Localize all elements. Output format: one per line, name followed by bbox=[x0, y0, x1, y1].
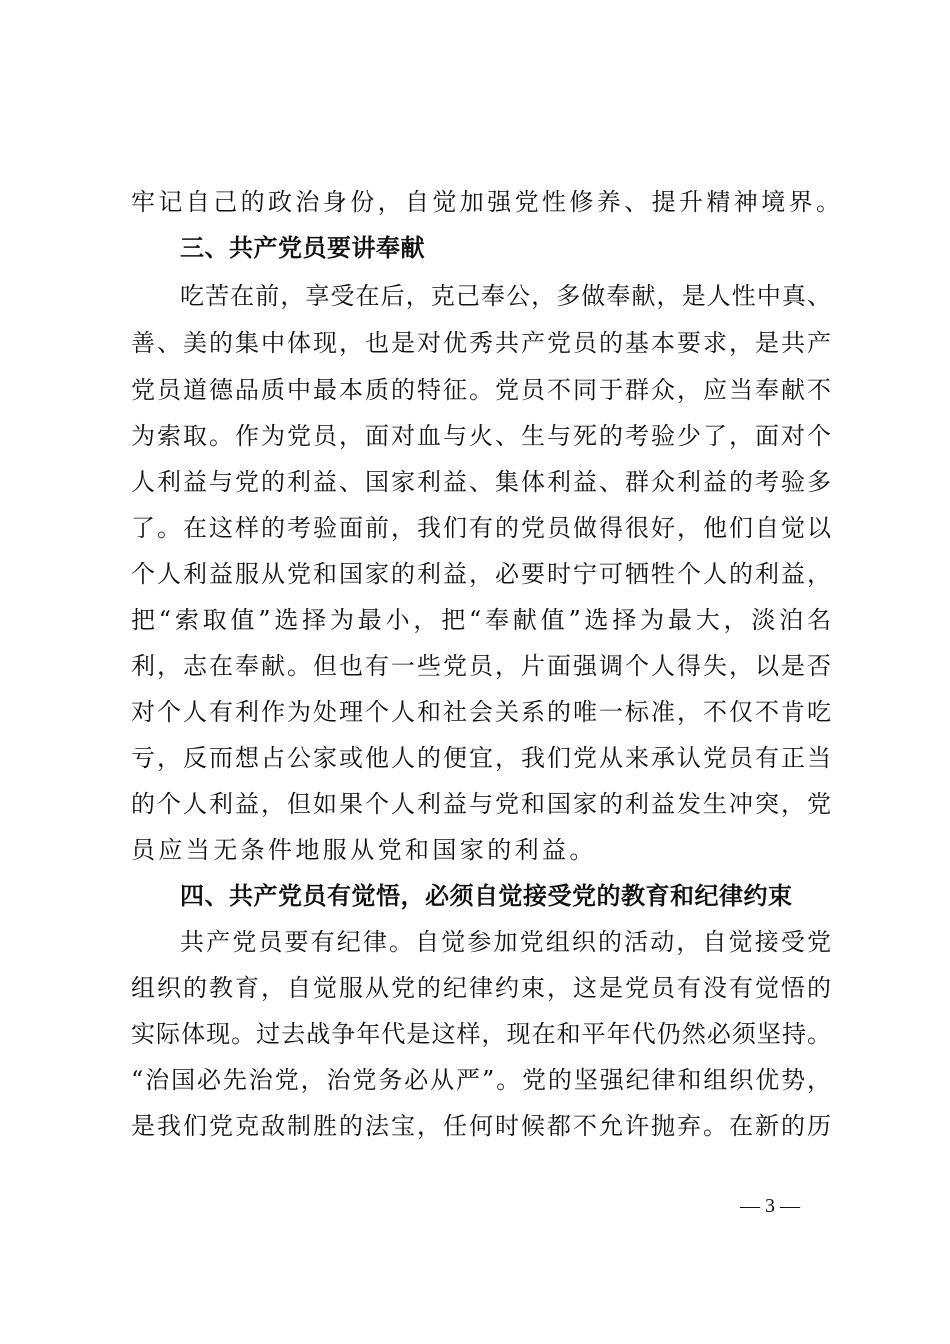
paragraph-line: 把“索取值”选择为最小，把“奉献值”选择为最大，淡泊名 bbox=[131, 606, 831, 634]
section-heading-3: 三、共产党员要讲奉献 bbox=[180, 234, 425, 262]
paragraph-line: 吃苦在前，享受在后，克己奉公，多做奉献，是人性中真、 bbox=[180, 282, 831, 310]
paragraph-line: 党员道德品质中最本质的特征。党员不同于群众，应当奉献不 bbox=[131, 376, 831, 404]
paragraph-line: 组织的教育，自觉服从党的纪律约束，这是党员有没有觉悟的 bbox=[131, 974, 831, 1002]
page-number: — 3 — bbox=[740, 1195, 800, 1217]
paragraph-line: 实际体现。过去战争年代是这样，现在和平年代仍然必须坚持。 bbox=[131, 1020, 831, 1048]
paragraph-line: 员应当无条件地服从党和国家的利益。 bbox=[131, 836, 597, 864]
paragraph-line: 善、美的集中体现，也是对优秀共产党员的基本要求，是共产 bbox=[131, 329, 831, 357]
paragraph-line: 亏，反而想占公家或他人的便宜，我们党从来承认党员有正当 bbox=[131, 744, 831, 772]
paragraph-line: 牢记自己的政治身份，自觉加强党性修养、提升精神境界。 bbox=[131, 188, 844, 216]
paragraph-line: 是我们党克敌制胜的法宝，任何时候都不允许抛弃。在新的历 bbox=[131, 1112, 831, 1140]
paragraph-line: 了。在这样的考验面前，我们有的党员做得很好，他们自觉以 bbox=[131, 514, 831, 542]
paragraph-line: 利，志在奉献。但也有一些党员，片面强调个人得失，以是否 bbox=[131, 652, 831, 680]
paragraph-line: 的个人利益，但如果个人利益与党和国家的利益发生冲突，党 bbox=[131, 790, 831, 818]
paragraph-line: 对个人有利作为处理个人和社会关系的唯一标准，不仅不肯吃 bbox=[131, 698, 831, 726]
paragraph-line: 人利益与党的利益、国家利益、集体利益、群众利益的考验多 bbox=[131, 468, 831, 496]
paragraph-line: 个人利益服从党和国家的利益，必要时宁可牺牲个人的利益， bbox=[131, 560, 831, 588]
paragraph-line: “治国必先治党，治党务必从严”。党的坚强纪律和组织优势， bbox=[131, 1066, 831, 1094]
paragraph-line: 为索取。作为党员，面对血与火、生与死的考验少了，面对个 bbox=[131, 422, 831, 450]
section-heading-4: 四、共产党员有觉悟，必须自觉接受党的教育和纪律约束 bbox=[180, 882, 793, 910]
paragraph-line: 共产党员要有纪律。自觉参加党组织的活动，自觉接受党 bbox=[180, 928, 831, 956]
